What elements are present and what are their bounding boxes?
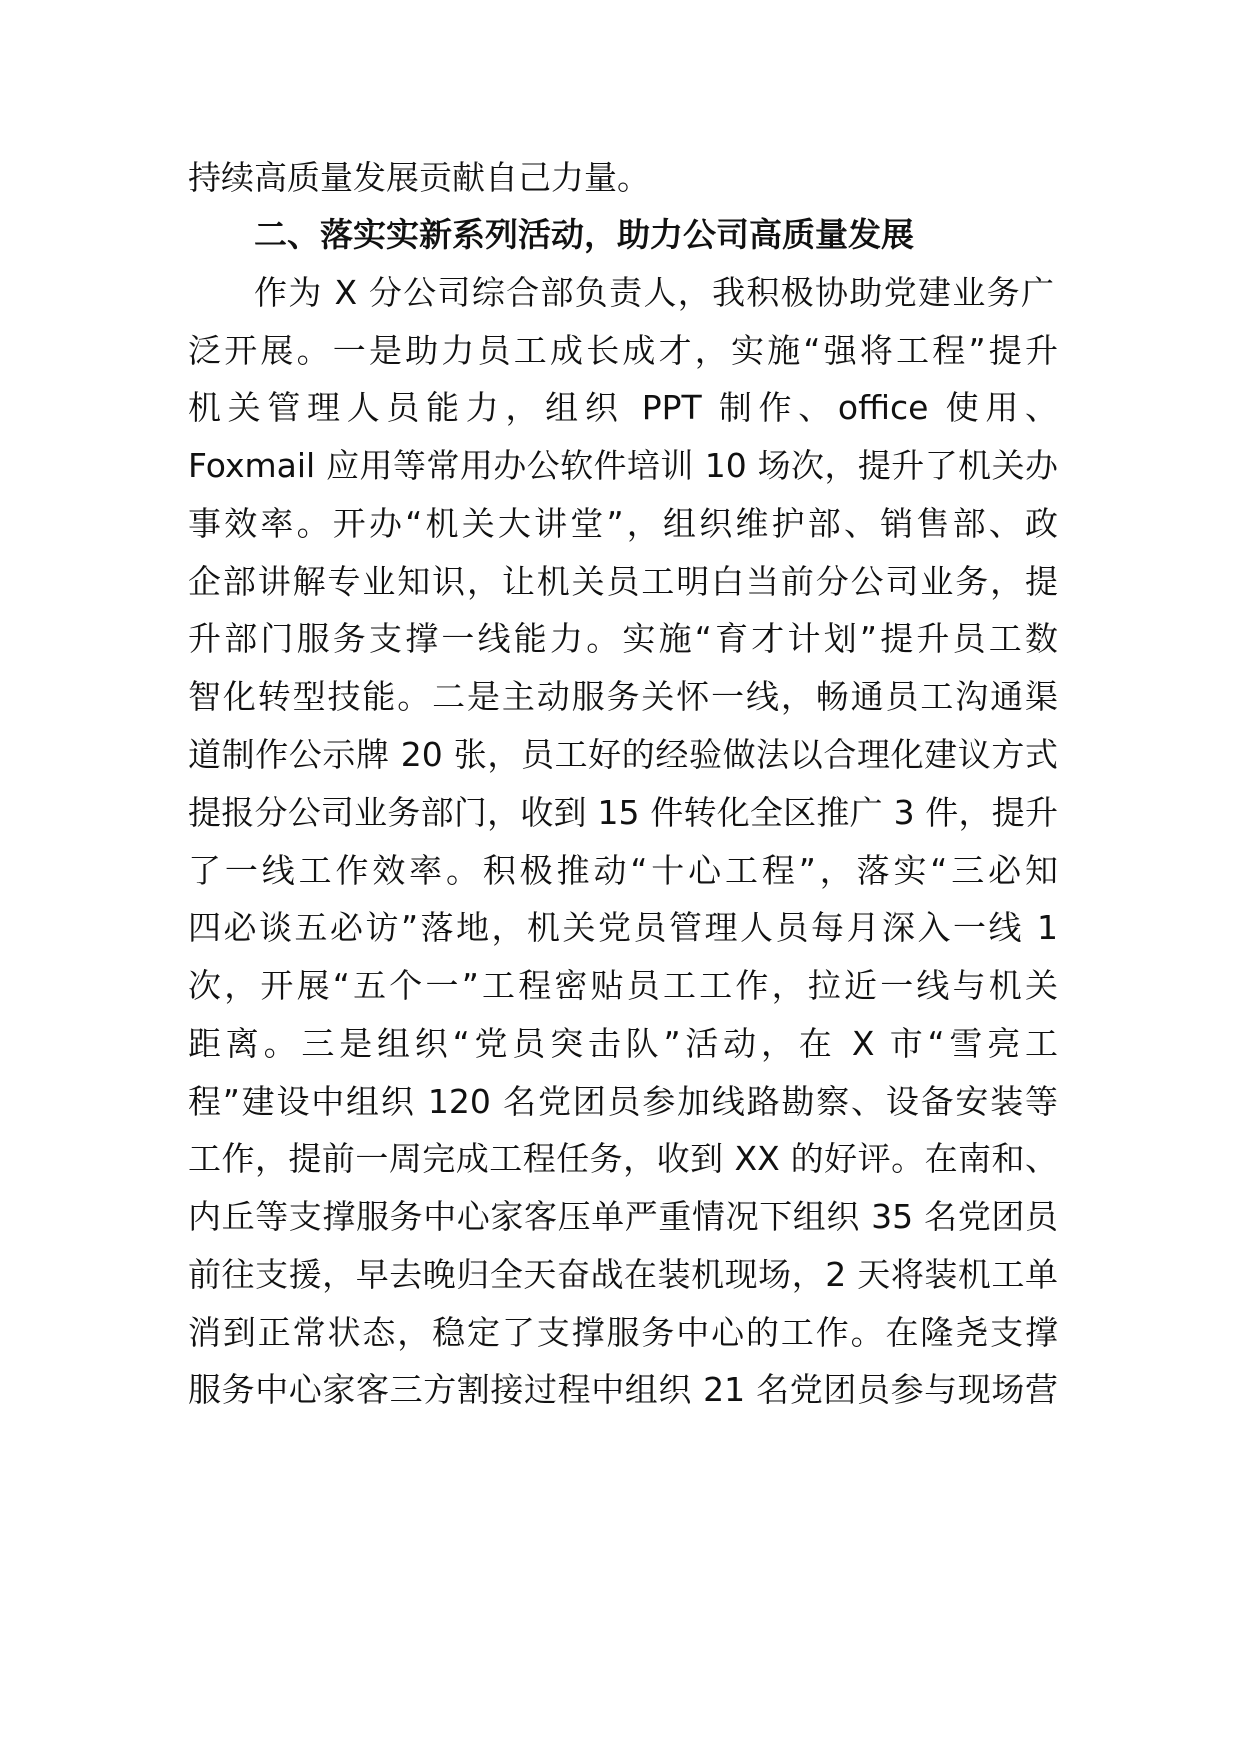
paragraph-line: 了一线工作效率。积极推动“十心工程”，落实“三必知 xyxy=(188,851,1058,890)
paragraph-line: 企部讲解专业知识，让机关员工明白当前分公司业务，提 xyxy=(188,562,1058,601)
paragraph-line: 提报分公司业务部门，收到 15 件转化全区推广 3 件，提升 xyxy=(188,793,1058,832)
paragraph-line: 服务中心家客三方割接过程中组织 21 名党团员参与现场营 xyxy=(188,1370,1058,1409)
paragraph-line: 次，开展“五个一”工程密贴员工工作，拉近一线与机关 xyxy=(188,966,1058,1005)
paragraph-line: 工作，提前一周完成工程任务，收到 XX 的好评。在南和、 xyxy=(188,1139,1058,1178)
paragraph-line: 距离。三是组织“党员突击队”活动，在 X 市“雪亮工 xyxy=(188,1024,1058,1063)
paragraph-line: 道制作公示牌 20 张，员工好的经验做法以合理化建议方式 xyxy=(188,735,1058,774)
paragraph-line: 作为 X 分公司综合部负责人，我积极协助党建业务广 xyxy=(254,273,1054,312)
paragraph-line: 四必谈五必访”落地，机关党员管理人员每月深入一线 1 xyxy=(188,908,1058,947)
paragraph-line: 前往支援，早去晚归全天奋战在装机现场，2 天将装机工单 xyxy=(188,1255,1058,1294)
paragraph-line: 升部门服务支撑一线能力。实施“育才计划”提升员工数 xyxy=(188,619,1058,658)
paragraph-line: 消到正常状态，稳定了支撑服务中心的工作。在隆尧支撑 xyxy=(188,1313,1058,1352)
section-heading: 二、落实实新系列活动，助力公司高质量发展 xyxy=(254,215,914,254)
paragraph-line: 程”建设中组织 120 名党团员参加线路勘察、设备安装等 xyxy=(188,1082,1058,1121)
paragraph-line: 事效率。开办“机关大讲堂”，组织维护部、销售部、政 xyxy=(188,504,1058,543)
paragraph-line: 内丘等支撑服务中心家客压单严重情况下组织 35 名党团员 xyxy=(188,1197,1058,1236)
paragraph-line: 泛开展。一是助力员工成长成才，实施“强将工程”提升 xyxy=(188,331,1058,370)
paragraph-line: 持续高质量发展贡献自己力量。 xyxy=(188,158,650,197)
paragraph-line: 智化转型技能。二是主动服务关怀一线，畅通员工沟通渠 xyxy=(188,677,1058,716)
paragraph-line: Foxmail 应用等常用办公软件培训 10 场次，提升了机关办 xyxy=(188,446,1058,485)
paragraph-line: 机关管理人员能力，组织 PPT 制作、office 使用、 xyxy=(188,388,1058,427)
